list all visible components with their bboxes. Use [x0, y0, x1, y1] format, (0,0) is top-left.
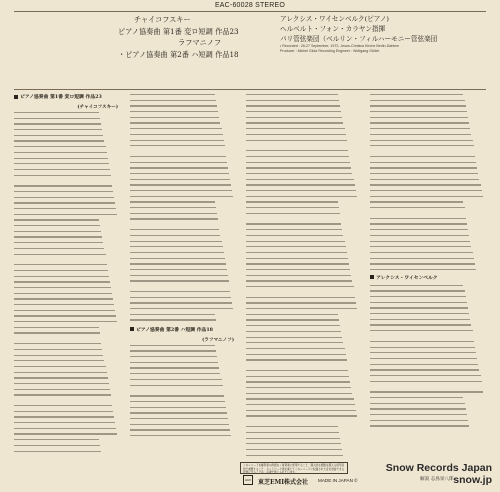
- text-line: [246, 443, 341, 444]
- text-line: [130, 117, 219, 118]
- text-line: [370, 258, 474, 259]
- text-line: [14, 416, 114, 417]
- text-line: [14, 254, 106, 255]
- text-line: [130, 263, 226, 264]
- text-line: [246, 156, 349, 157]
- text-line: [246, 150, 348, 151]
- text-line: [14, 366, 106, 367]
- section-sub-tchaikovsky: (チャイコフスキー): [77, 105, 118, 110]
- text-line: [246, 269, 350, 270]
- text-line: [14, 208, 116, 209]
- text-line: [14, 298, 113, 299]
- text-line: [246, 325, 340, 326]
- text-line: [130, 207, 216, 208]
- text-line: [246, 184, 355, 185]
- text-line: [14, 175, 111, 176]
- text-line: [14, 315, 116, 316]
- text-line: [14, 123, 101, 124]
- performers-block: [280, 14, 480, 86]
- text-line: [370, 296, 466, 297]
- text-line: [14, 405, 112, 406]
- text-line: [14, 281, 110, 282]
- text-line: [130, 424, 229, 425]
- text-line: [246, 286, 354, 287]
- text-line: [14, 422, 115, 423]
- text-line: [130, 314, 215, 315]
- text-line: [370, 246, 471, 247]
- text-line: [14, 451, 101, 452]
- text-line: [14, 231, 101, 232]
- text-line: [14, 169, 110, 170]
- text-line: [370, 285, 463, 286]
- text-line: [246, 314, 338, 315]
- text-line: [14, 445, 100, 446]
- text-line: [246, 449, 342, 450]
- text-line: [130, 350, 216, 351]
- text-line: [246, 196, 357, 197]
- text-line: [14, 343, 101, 344]
- text-line: [370, 381, 482, 382]
- text-line: [14, 248, 104, 249]
- section-heading-pianist: アレクシス・ワイセンベルク: [370, 275, 484, 282]
- text-line: [130, 385, 223, 386]
- text-line: [370, 134, 471, 135]
- recording-info: • Recorded : 26-27 September, 1972, Jesus-Christus Kirche Berlin-Dahlem: [280, 44, 400, 48]
- text-line: [370, 140, 473, 141]
- text-line: [14, 158, 108, 159]
- text-line: [14, 355, 103, 356]
- text-line: [370, 241, 470, 242]
- text-line: [370, 369, 479, 370]
- text-line: [246, 190, 356, 191]
- text-line: [130, 356, 217, 357]
- text-line: [246, 359, 347, 360]
- text-line: [246, 263, 349, 264]
- text-line: [246, 241, 345, 242]
- text-line: [130, 145, 225, 146]
- text-line: [246, 275, 351, 276]
- catalog-number: EAC-60028 STEREO: [214, 2, 286, 9]
- text-line: [246, 117, 342, 118]
- text-line: [246, 415, 357, 416]
- text-line: [370, 347, 475, 348]
- text-line: [130, 218, 218, 219]
- text-line: [14, 377, 108, 378]
- text-line: [130, 156, 226, 157]
- text-line: [14, 197, 114, 198]
- text-line: [130, 280, 229, 281]
- text-line: [370, 269, 476, 270]
- conductor: ヘルベルト・フォン・カラヤン指揮: [280, 25, 386, 33]
- text-line: [130, 179, 230, 180]
- text-line: [130, 319, 216, 320]
- text-line: [130, 167, 228, 168]
- text-line: [246, 122, 343, 123]
- text-line: [370, 145, 474, 146]
- text-line: [246, 140, 347, 141]
- text-line: [370, 403, 465, 404]
- text-line: [370, 117, 468, 118]
- body-text: [14, 112, 118, 452]
- text-line: [14, 112, 99, 113]
- text-line: [130, 162, 227, 163]
- store-watermark: [386, 462, 492, 486]
- text-line: [130, 184, 231, 185]
- producer-info: Producer : Michel Glotz Recording Engineer : Wolfgang Gülich: [280, 49, 380, 53]
- text-line: [14, 332, 100, 333]
- text-line: [14, 242, 103, 243]
- text-line: [370, 420, 468, 421]
- body-text: [246, 94, 358, 456]
- text-line: [246, 223, 341, 224]
- text-line: [370, 100, 465, 101]
- text-line: [246, 179, 354, 180]
- body-text: [130, 94, 234, 321]
- text-line: [246, 167, 351, 168]
- text-line: [246, 128, 345, 129]
- text-line: [130, 308, 233, 309]
- section-heading-concerto-2: ピアノ協奏曲 第2番 ハ短調 作品18: [130, 327, 234, 334]
- text-line: [246, 246, 346, 247]
- company-name: 東芝EMI株式会社: [258, 479, 309, 486]
- text-line: [14, 372, 107, 373]
- text-line: [130, 213, 217, 214]
- title-block: [118, 14, 268, 86]
- text-line: [14, 270, 108, 271]
- text-line: [246, 381, 350, 382]
- text-line: [14, 439, 99, 440]
- soloist: アレクシス・ワイセンベルク(ピアノ): [280, 15, 389, 23]
- text-line: [14, 276, 109, 277]
- text-line: [370, 173, 478, 174]
- text-line: [246, 455, 343, 456]
- text-line: [130, 367, 219, 368]
- text-line: [14, 394, 111, 395]
- text-line: [370, 128, 470, 129]
- text-line: [130, 196, 233, 197]
- made-in-japan: MADE IN JAPAN ©: [318, 478, 358, 483]
- text-line: [14, 191, 113, 192]
- text-line: [14, 428, 116, 429]
- text-line: [370, 207, 465, 208]
- text-line: [246, 404, 355, 405]
- text-line: [14, 411, 113, 412]
- text-line: [130, 229, 219, 230]
- text-line: [246, 111, 341, 112]
- text-line: [370, 391, 483, 392]
- text-line: [370, 223, 467, 224]
- text-line: [246, 162, 350, 163]
- text-line: [130, 429, 230, 430]
- text-line: [370, 414, 467, 415]
- text-line: [370, 190, 482, 191]
- text-line: [370, 408, 466, 409]
- text-line: [246, 432, 339, 433]
- text-line: [14, 152, 107, 153]
- text-line: [130, 291, 230, 292]
- text-line: [370, 167, 477, 168]
- text-line: [130, 140, 224, 141]
- text-line: [246, 337, 342, 338]
- text-line: [370, 364, 478, 365]
- notes-column-1: [14, 94, 118, 454]
- text-line: [246, 134, 346, 135]
- text-line: [130, 173, 229, 174]
- text-line: [246, 331, 341, 332]
- text-line: [130, 100, 216, 101]
- text-line: [130, 94, 215, 95]
- text-line: [370, 111, 467, 112]
- text-line: [14, 433, 117, 434]
- text-line: [370, 307, 468, 308]
- bullet-square-icon: [370, 275, 374, 279]
- text-line: [246, 387, 351, 388]
- text-line: [370, 162, 476, 163]
- text-line: [370, 425, 469, 426]
- orchestra: パリ管弦楽団（ベルリン・フィルハーモニー管弦楽団: [280, 35, 438, 43]
- text-line: [246, 319, 339, 320]
- text-line: [246, 213, 340, 214]
- text-line: [370, 324, 471, 325]
- notes-column-3: [246, 94, 358, 454]
- text-line: [246, 252, 347, 253]
- text-line: [246, 207, 339, 208]
- text-line: [370, 375, 481, 376]
- text-line: [370, 229, 468, 230]
- text-line: [14, 163, 109, 164]
- top-rule: [14, 11, 486, 12]
- text-line: [246, 438, 340, 439]
- text-line: [14, 293, 112, 294]
- text-line: [130, 258, 225, 259]
- text-line: [14, 135, 103, 136]
- text-line: [130, 128, 222, 129]
- text-line: [14, 146, 106, 147]
- text-line: [246, 173, 352, 174]
- composer-1: チャイコフスキー: [134, 15, 191, 24]
- text-line: [246, 297, 355, 298]
- bullet-square-icon: [130, 327, 134, 331]
- emi-logo: EMI: [243, 475, 253, 485]
- text-line: [370, 105, 466, 106]
- text-line: [14, 327, 99, 328]
- text-line: [130, 418, 228, 419]
- watermark-line-2: snow.jp: [453, 474, 492, 486]
- text-line: [246, 426, 338, 427]
- text-line: [14, 214, 117, 215]
- text-line: [130, 373, 220, 374]
- text-line: [246, 398, 354, 399]
- text-line: [130, 269, 227, 270]
- text-line: [246, 410, 356, 411]
- text-line: [246, 235, 343, 236]
- text-line: [246, 308, 357, 309]
- text-line: [370, 184, 481, 185]
- notes-column-2: [130, 94, 234, 454]
- text-line: [370, 122, 469, 123]
- text-line: [14, 118, 100, 119]
- text-line: [130, 235, 220, 236]
- text-line: [130, 190, 232, 191]
- text-line: [370, 302, 467, 303]
- body-text: [370, 94, 484, 270]
- text-line: [370, 201, 463, 202]
- text-line: [246, 258, 348, 259]
- text-line: [370, 196, 483, 197]
- text-line: [130, 401, 225, 402]
- text-line: [130, 302, 232, 303]
- text-line: [130, 345, 215, 346]
- text-line: [130, 134, 223, 135]
- text-line: [14, 360, 104, 361]
- text-line: [14, 264, 107, 265]
- text-line: [14, 321, 117, 322]
- text-line: [130, 379, 222, 380]
- header-rule: [14, 89, 486, 90]
- composer-2: ラフマニノフ: [178, 38, 222, 47]
- text-line: [370, 94, 463, 95]
- text-line: [370, 179, 479, 180]
- text-line: [246, 201, 338, 202]
- work-2-title: ・ピアノ協奏曲 第2番 ハ短調 作品18: [118, 49, 239, 59]
- text-line: [130, 201, 215, 202]
- text-line: [246, 280, 352, 281]
- text-line: [130, 275, 228, 276]
- section-sub-rachmaninoff: (ラフマニノフ): [202, 337, 234, 343]
- text-line: [14, 304, 114, 305]
- text-line: [14, 185, 112, 186]
- text-line: [14, 383, 109, 384]
- text-line: [246, 229, 342, 230]
- text-line: [370, 319, 470, 320]
- text-line: [246, 302, 356, 303]
- text-line: [14, 219, 99, 220]
- text-line: [370, 313, 469, 314]
- text-line: [246, 376, 349, 377]
- text-line: [370, 352, 476, 353]
- notes-column-4: [370, 94, 484, 454]
- text-line: [130, 362, 218, 363]
- commentary-credit: 解説 志鳥栄八郎: [420, 477, 454, 482]
- copyright-notice: このレコードを権利者の許諾なく賃貸業に使用すること、個人的な範囲を超える使用目的で複製すること、ネットワーク等を通じてこのレコードに収録された音を送信できる状態にすることは、法律で禁じられています。: [240, 462, 348, 474]
- text-line: [370, 397, 463, 398]
- text-line: [246, 100, 339, 101]
- text-line: [370, 252, 473, 253]
- text-line: [14, 202, 115, 203]
- text-line: [370, 156, 475, 157]
- text-line: [130, 241, 222, 242]
- text-line: [14, 349, 102, 350]
- text-line: [130, 122, 220, 123]
- text-line: [130, 435, 231, 436]
- text-line: [370, 290, 465, 291]
- text-line: [14, 129, 102, 130]
- text-line: [370, 263, 475, 264]
- text-line: [130, 412, 227, 413]
- text-line: [14, 310, 115, 311]
- text-line: [246, 342, 343, 343]
- text-line: [370, 341, 474, 342]
- text-line: [370, 358, 477, 359]
- text-line: [130, 395, 224, 396]
- text-line: [14, 236, 102, 237]
- text-line: [246, 348, 345, 349]
- text-line: [130, 105, 217, 106]
- text-line: [246, 354, 346, 355]
- text-line: [130, 297, 231, 298]
- text-line: [14, 225, 100, 226]
- text-line: [246, 94, 338, 95]
- watermark-line-1: Snow Records Japan: [385, 462, 492, 474]
- text-line: [246, 370, 348, 371]
- work-1-title: ピアノ協奏曲 第1番 変ロ短調 作品23: [118, 26, 239, 36]
- text-line: [14, 140, 104, 141]
- text-line: [246, 105, 340, 106]
- text-line: [246, 393, 352, 394]
- text-line: [130, 252, 224, 253]
- text-line: [14, 389, 110, 390]
- text-line: [370, 218, 466, 219]
- text-line: [14, 287, 111, 288]
- body-text: [370, 285, 484, 427]
- text-line: [130, 111, 218, 112]
- text-line: [130, 246, 223, 247]
- text-line: [370, 330, 473, 331]
- bullet-square-icon: [14, 95, 18, 99]
- section-heading-concerto-1: ピアノ協奏曲 第1番 変ロ短調 作品23: [14, 94, 118, 101]
- body-text: [130, 345, 234, 437]
- text-line: [370, 235, 469, 236]
- text-line: [130, 407, 226, 408]
